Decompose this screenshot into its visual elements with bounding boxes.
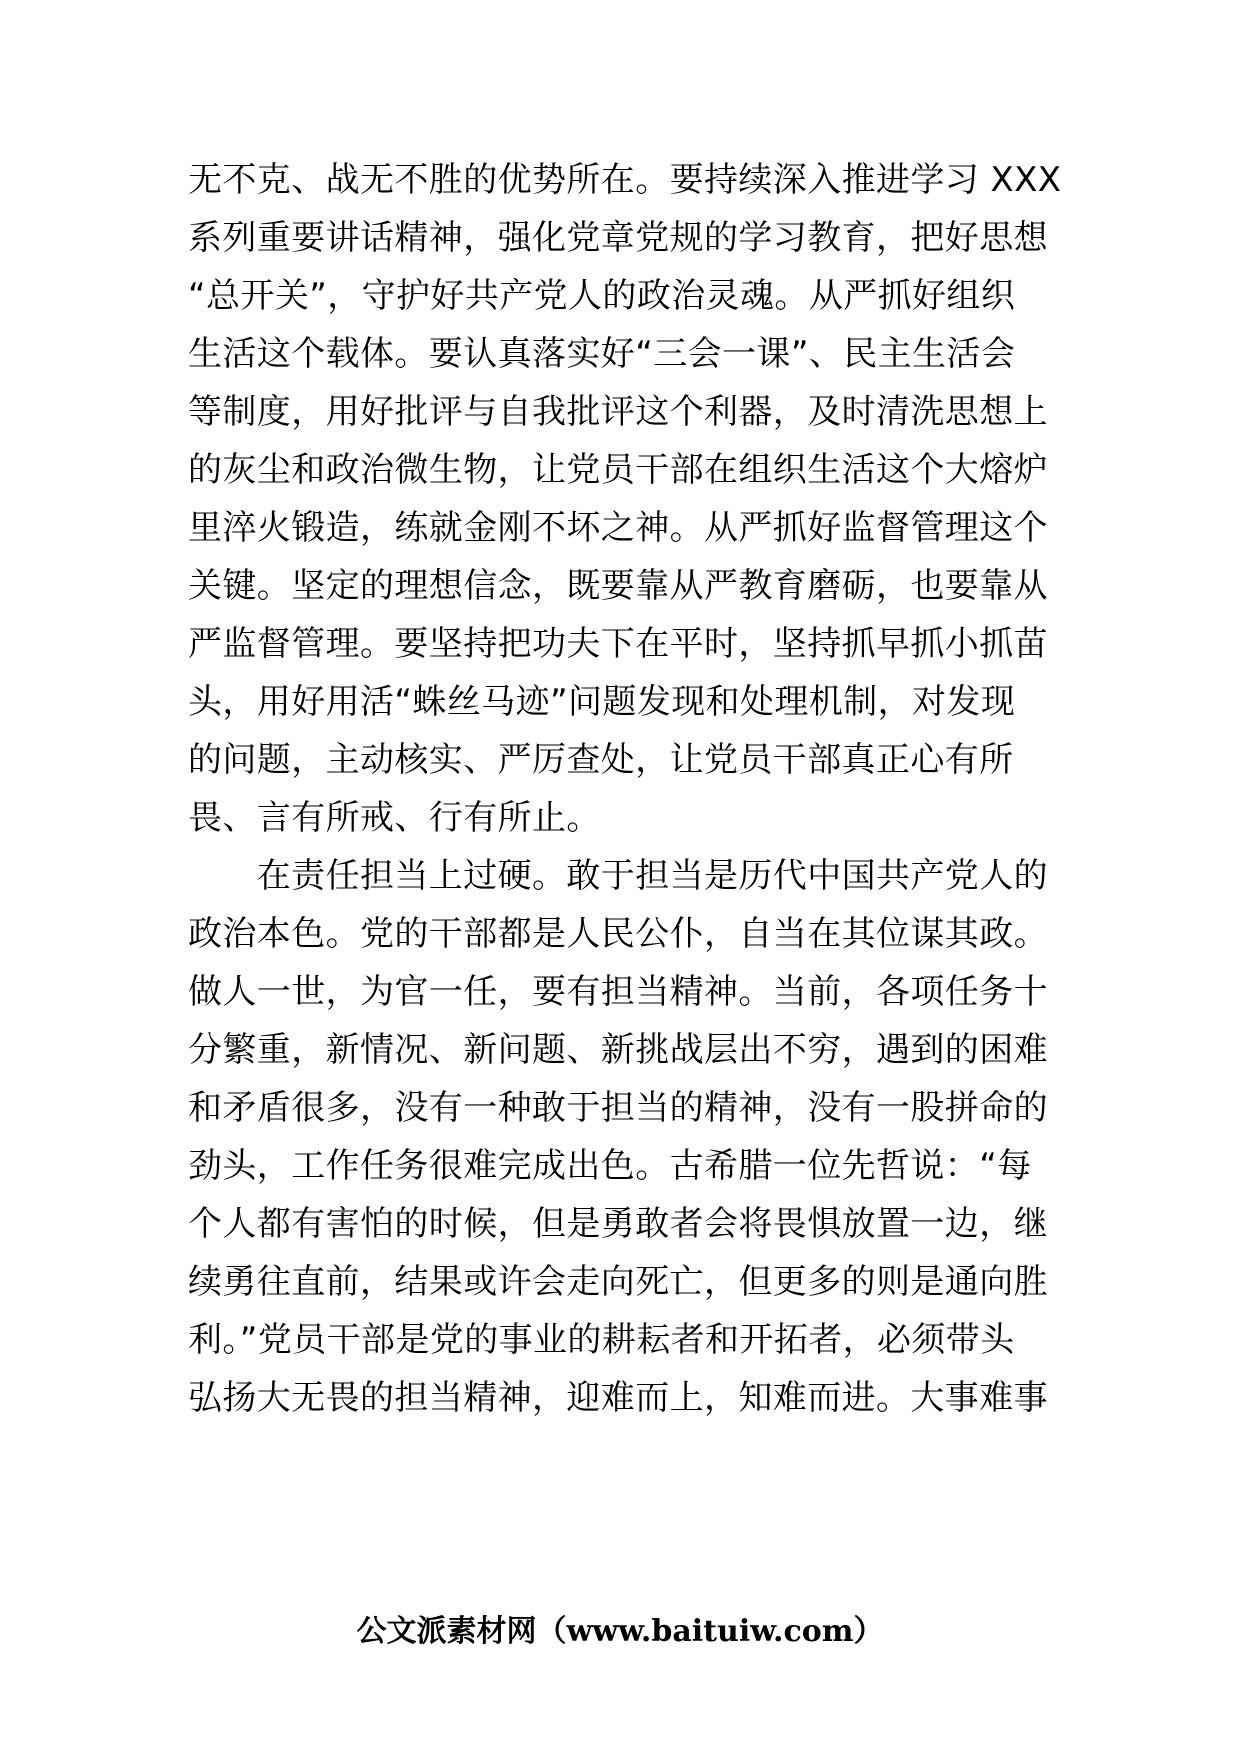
body-line-1: 无不克、战无不胜的优势所在。要持续深入推进学习 XXX	[188, 160, 1062, 200]
body-line-12: 畏、言有所戒、行有所止。	[188, 798, 601, 838]
paragraph-start-line: 在责任担当上过硬。敢于担当是历代中国共产党人的	[188, 856, 1048, 896]
body-line-10: 头，用好用活“蛛丝马迹”问题发现和处理机制，对发现	[188, 682, 1016, 722]
body-line-9: 严监督管理。要坚持把功夫下在平时，坚持抓早抓小抓苗	[188, 624, 1048, 664]
body-line-21: 利。”党员干部是党的事业的耕耘者和开拓者，必须带头	[188, 1320, 1015, 1360]
body-line-4: 生活这个载体。要认真落实好“三会一课”、民主生活会	[188, 334, 1016, 374]
body-line-18: 劲头，工作任务很难完成出色。古希腊一位先哲说：“每	[188, 1146, 1032, 1186]
body-line-7: 里淬火锻造，练就金刚不坏之神。从严抓好监督管理这个	[188, 508, 1048, 548]
body-line-11: 的问题，主动核实、严厉查处，让党员干部真正心有所	[188, 740, 1014, 780]
body-line-17: 和矛盾很多，没有一种敢于担当的精神，没有一股拼命的	[188, 1088, 1048, 1128]
body-line-19: 个人都有害怕的时候，但是勇敢者会将畏惧放置一边，继	[188, 1204, 1048, 1244]
body-line-20: 续勇往直前，结果或许会走向死亡，但更多的则是通向胜	[188, 1262, 1048, 1302]
body-line-22: 弘扬大无畏的担当精神，迎难而上，知难而进。大事难事	[188, 1378, 1048, 1418]
body-line-15: 做人一世，为官一任，要有担当精神。当前，各项任务十	[188, 972, 1048, 1012]
body-line-16: 分繁重，新情况、新问题、新挑战层出不穷，遇到的困难	[188, 1030, 1048, 1070]
body-line-14: 政治本色。党的干部都是人民公仆，自当在其位谋其政。	[188, 914, 1048, 954]
body-line-6: 的灰尘和政治微生物，让党员干部在组织生活这个大熔炉	[188, 450, 1048, 490]
body-line-3: “总开关”，守护好共产党人的政治灵魂。从严抓好组织	[188, 276, 1016, 316]
page-footer-watermark: 公文派素材网（www.baituiw.com）	[356, 1614, 884, 1649]
body-line-5: 等制度，用好批评与自我批评这个利器，及时清洗思想上	[188, 392, 1048, 432]
body-line-8: 关键。坚定的理想信念，既要靠从严教育磨砺，也要靠从	[188, 566, 1048, 606]
body-line-2: 系列重要讲话精神，强化党章党规的学习教育，把好思想	[188, 218, 1048, 258]
